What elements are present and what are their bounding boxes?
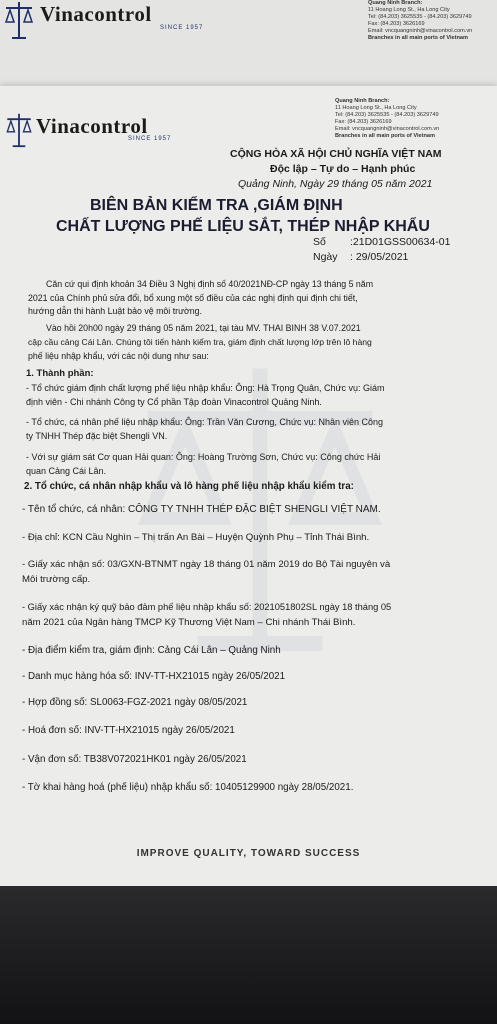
background-surface <box>0 886 497 1024</box>
intro-p1-l3: hướng dẫn thi hành Luật bảo vệ môi trường. <box>28 306 202 316</box>
branch-info-top <box>368 0 472 42</box>
branch-line3-top: Fax: (84.203) 3626169 <box>368 21 425 27</box>
branch-line2: Tel: (84.203) 3625535 - (84.203) 3629749 <box>335 112 439 118</box>
section1-heading: 1. Thành phần: <box>26 368 94 379</box>
company-address: - Địa chỉ: KCN Cầu Nghìn – Thị trấn An Bài – Huyện Quỳnh Phụ – Tỉnh Thái Bình. <box>22 532 370 543</box>
doc-date-label: Ngày <box>313 251 338 263</box>
branch-line4: Email: vncquangninh@vinacontrol.com.vn <box>335 126 440 132</box>
section1-b-l1: - Tổ chức, cá nhân phế liệu nhập khẩu: Ông: Trần Văn Cương, Chức vụ: Nhân viên Công <box>26 417 384 427</box>
intro-p1-l2: 2021 của Chính phủ sửa đổi, bổ xung một số điều của các nghị định qui định chi tiết, <box>28 293 358 303</box>
footer-slogan: IMPROVE QUALITY, TOWARD SUCCESS <box>136 848 361 859</box>
customs-declaration: - Tờ khai hàng hoá (phế liệu) nhập khẩu số: 10405129900 ngày 28/05/2021. <box>22 782 354 793</box>
deposit-l2: năm 2021 của Ngân hàng TMCP Kỹ Thương Việt Nam – Chi nhánh Thái Bình. <box>22 617 356 628</box>
branch-title: Quang Ninh Branch: <box>335 98 390 104</box>
branch-line2-top: Tel: (84.203) 3625535 - (84.203) 3629749 <box>368 14 472 20</box>
logo-name: Vinacontrol <box>36 114 148 138</box>
deposit-l1: - Giấy xác nhận ký quỹ bảo đảm phế liệu nhập khẩu số: 2021051802SL ngày 18 tháng 05 <box>22 602 392 612</box>
doc-no-label: Số <box>313 236 326 248</box>
intro-p2-l3: phế liệu nhập khẩu, với các nội dung như sau: <box>28 351 209 361</box>
intro-p2-l2: cập cầu cảng Cái Lân. Chúng tôi tiến hành kiểm tra, giám định chất lượng lớp trên lô hàng <box>28 337 372 347</box>
invoice-no: - Hoá đơn số: INV-TT-HX21015 ngày 26/05/2021 <box>22 725 235 736</box>
branch-line1: 11 Hoang Long St., Ha Long City <box>335 105 417 111</box>
date-line: Quảng Ninh, Ngày 29 tháng 05 năm 2021 <box>238 178 433 190</box>
branch-line5: Branches in all main ports of Vietnam <box>335 133 435 139</box>
section1-a-l1: - Tổ chức giám định chất lượng phế liệu nhập khẩu: Ông: Hà Trọng Quân, Chức vụ: Giám <box>26 383 385 393</box>
contract-no: - Hợp đồng số: SL0063-FGZ-2021 ngày 08/05/2021 <box>22 697 248 708</box>
vinacontrol-logo-icon <box>4 0 34 40</box>
company-name: - Tên tổ chức, cá nhân: CÔNG TY TNHH THÉP ĐẶC BIỆT SHENGLI VIỆT NAM. <box>22 504 381 515</box>
doc-no-value: :21D01GSS00634-01 <box>350 236 451 248</box>
intro-p2-l1: Vào hồi 20h00 ngày 29 tháng 05 năm 2021, tại tàu MV. THAI BINH 38 V.07.2021 <box>46 323 361 333</box>
cert-l1: - Giấy xác nhận số: 03/GXN-BTNMT ngày 18 tháng 01 năm 2019 do Bộ Tài nguyên và <box>22 559 391 570</box>
logo-name-top: Vinacontrol <box>40 2 152 26</box>
since-top: SINCE 1957 <box>160 25 204 31</box>
country-name: CỘNG HÒA XÃ HỘI CHỦ NGHĨA VIỆT NAM <box>230 148 442 160</box>
branch-line1-top: 11 Hoang Long St., Ha Long City <box>368 7 450 13</box>
section1-a-l2: định viên - Chi nhánh Công ty Cổ phần Tập đoàn Vinacontrol Quảng Ninh. <box>26 397 322 407</box>
goods-list: - Danh mục hàng hóa số: INV-TT-HX21015 ngày 26/05/2021 <box>22 671 286 682</box>
section2-heading: 2. Tổ chức, cá nhân nhập khẩu và lô hàng phế liệu nhập khẩu kiểm tra: <box>24 481 354 492</box>
section1-c-l2: quan Cảng Cái Lân. <box>26 466 107 476</box>
vinacontrol-logo-icon <box>4 112 34 148</box>
title-line1: BIÊN BẢN KIỂM TRA ,GIÁM ĐỊNH <box>90 197 343 214</box>
since: SINCE 1957 <box>128 136 172 142</box>
title-line2: CHẤT LƯỢNG PHẾ LIỆU SẮT, THÉP NHẬP KHẨU <box>56 218 430 235</box>
branch-info <box>335 98 439 140</box>
bill-of-lading: - Vận đơn số: TB38V072021HK01 ngày 26/05/2021 <box>22 754 247 765</box>
document-page <box>0 86 497 886</box>
branch-line5-top: Branches in all main ports of Vietnam <box>368 35 468 41</box>
intro-p1-l1: Căn cứ qui định khoản 34 Điều 3 Nghị định số 40/2021NĐ-CP ngày 13 tháng 5 năm <box>46 279 374 289</box>
inspection-location: - Địa điểm kiểm tra, giám định: Cảng Cái Lân – Quảng Ninh <box>22 645 281 656</box>
motto: Độc lập – Tự do – Hạnh phúc <box>270 163 416 175</box>
logo <box>4 112 34 148</box>
branch-line4-top: Email: vncquangninh@vinacontrol.com.vn <box>368 28 473 34</box>
doc-date-value: : 29/05/2021 <box>350 251 409 263</box>
section1-b-l2: ty TNHH Thép đặc biệt Shengli VN. <box>26 431 168 441</box>
logo-top <box>4 0 34 40</box>
branch-title-top: Quang Ninh Branch: <box>368 0 423 6</box>
cert-l2: Môi trường cấp. <box>22 574 91 585</box>
branch-line3: Fax: (84.203) 3626169 <box>335 119 392 125</box>
section1-c-l1: - Với sự giám sát Cơ quan Hải quan: Ông: Hoàng Trường Sơn, Chức vụ: Công chức Hải <box>26 452 381 462</box>
